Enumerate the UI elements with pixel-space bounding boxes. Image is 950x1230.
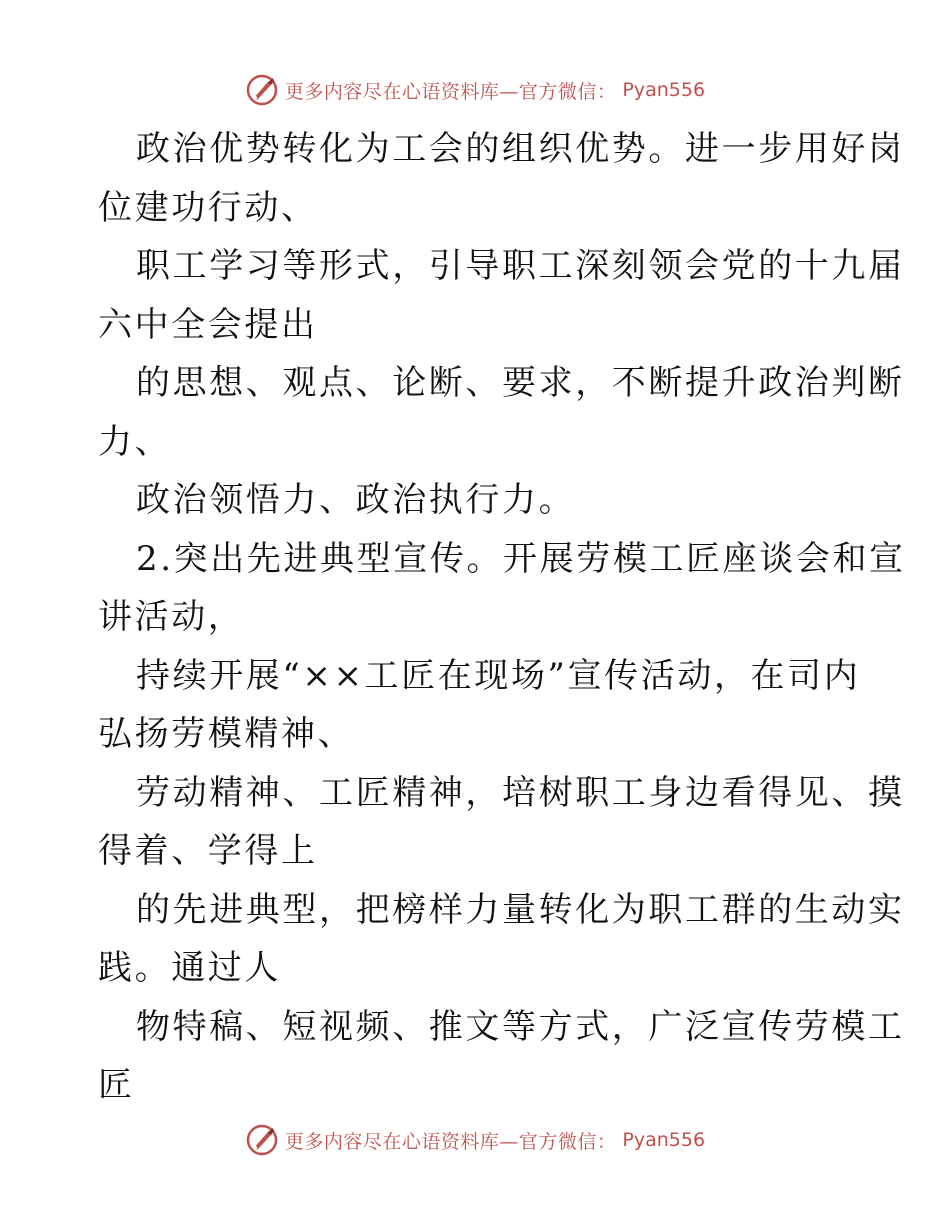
quill-pen-logo-icon: [245, 73, 279, 107]
header-banner: [0, 70, 950, 110]
quill-pen-logo-icon: [245, 1123, 279, 1157]
banner-text: 更多内容尽在心语资料库—官方微信：: [284, 80, 617, 103]
body-line-8: 2.突出先进典型宣传。开展劳模工匠座谈会和宣: [136, 538, 906, 579]
footer-banner: [0, 1120, 950, 1160]
body-line-14: 的先进典型，把榜样力量转化为职工群的生动实: [136, 889, 905, 930]
body-line-17: 匠: [98, 1065, 135, 1105]
wechat-id: Pyan556: [622, 79, 706, 101]
body-line-6: 力、: [98, 421, 172, 462]
body-line-11: 弘扬劳模精神、: [98, 714, 355, 754]
body-line-10: 持续开展“××工匠在现场”宣传活动，在司内: [136, 655, 861, 696]
wechat-id: Pyan556: [622, 1129, 706, 1151]
body-line-16: 物特稿、短视频、推文等方式，广泛宣传劳模工: [136, 1006, 905, 1047]
body-line-12: 劳动精神、工匠精神，培树职工身边看得见、摸: [136, 772, 905, 813]
body-line-7: 政治领悟力、政治执行力。: [136, 480, 576, 520]
body-line-5: 的思想、观点、论断、要求，不断提升政治判断: [136, 363, 905, 403]
body-line-2: 位建功行动、: [98, 187, 318, 228]
body-line-4: 六中全会提出: [98, 304, 318, 345]
body-line-15: 践。通过人: [98, 948, 281, 988]
body-line-1: 政治优势转化为工会的组织优势。进一步用好岗: [136, 129, 905, 169]
document-body: [98, 120, 906, 1115]
banner-text: 更多内容尽在心语资料库—官方微信：: [284, 1130, 617, 1153]
body-line-3: 职工学习等形式，引导职工深刻领会党的十九届: [136, 246, 905, 286]
body-line-9: 讲活动，: [98, 597, 245, 637]
body-line-13: 得着、学得上: [98, 831, 318, 871]
